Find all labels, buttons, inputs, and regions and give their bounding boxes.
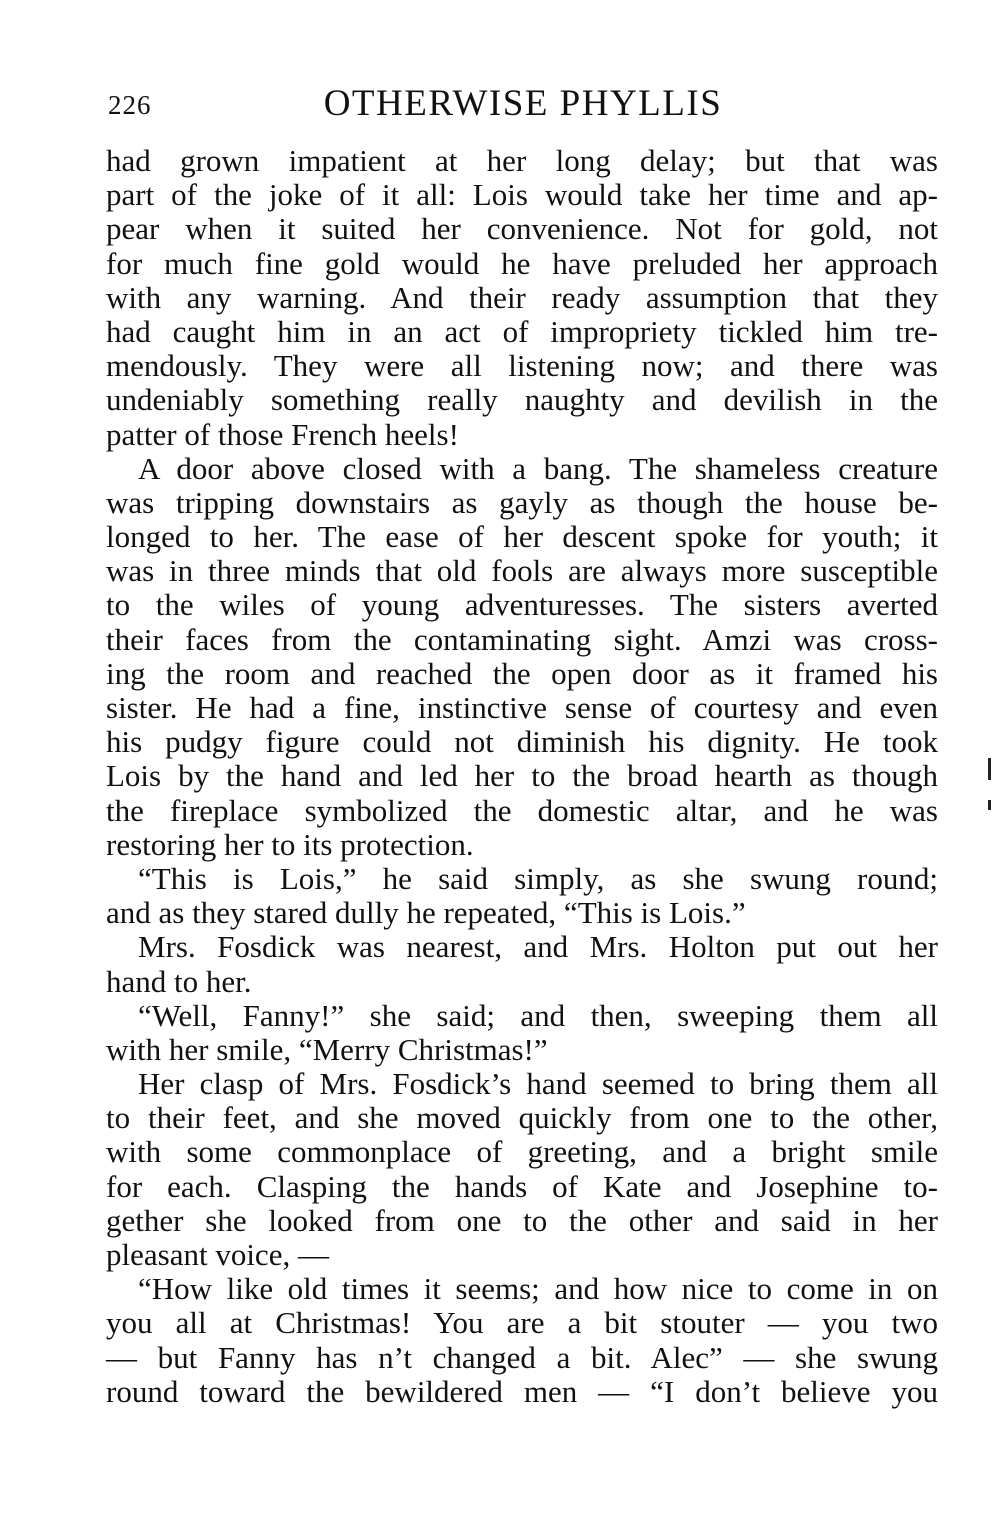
text-line: and as they stared dully he repeated, “This is Lois.” xyxy=(106,895,746,931)
text-line: the fireplace symbolized the domestic altar, and he was xyxy=(106,792,938,828)
text-line: his pudgy figure could not diminish his dignity. He took xyxy=(106,724,938,760)
margin-mark xyxy=(988,758,991,780)
running-title: OTHERWISE PHYLLIS xyxy=(323,83,723,124)
text-line: their faces from the contaminating sight. Amzi was cross- xyxy=(106,621,938,657)
text-line: Mrs. Fosdick was nearest, and Mrs. Holton put out her xyxy=(138,929,938,965)
text-line: Lois by the hand and led her to the broad hearth as though xyxy=(106,758,938,794)
text-line: “How like old times it seems; and how nice to come in on xyxy=(138,1271,938,1307)
text-line: restoring her to its protection. xyxy=(106,826,474,862)
text-line: with any warning. And their ready assumption that they xyxy=(106,279,938,315)
text-line: undeniably something really naughty and devilish in the xyxy=(106,382,938,418)
text-line: ing the room and reached the open door as it framed his xyxy=(106,655,938,691)
body-text xyxy=(106,144,938,1409)
text-line: part of the joke of it all: Lois would take her time and ap- xyxy=(106,177,938,213)
text-line: to the wiles of young adventuresses. The sisters averted xyxy=(106,587,938,623)
text-line: patter of those French heels! xyxy=(106,416,459,452)
text-line: gether she looked from one to the other and said in her xyxy=(106,1202,938,1238)
text-line: with some commonplace of greeting, and a bright smile xyxy=(106,1134,938,1170)
text-line: for each. Clasping the hands of Kate and Josephine to- xyxy=(106,1168,938,1204)
text-line: pleasant voice, — xyxy=(106,1237,329,1272)
text-line: “This is Lois,” he said simply, as she swung round; xyxy=(138,860,938,896)
text-line: with her smile, “Merry Christmas!” xyxy=(106,1031,548,1067)
text-line: was tripping downstairs as gayly as though the house be- xyxy=(106,484,938,520)
text-line: for much fine gold would he have preluded her approach xyxy=(106,245,938,281)
text-line: Her clasp of Mrs. Fosdick’s hand seemed to bring them all xyxy=(138,1066,938,1102)
page-number: 226 xyxy=(108,90,152,120)
text-line: A door above closed with a bang. The shameless creature xyxy=(138,450,938,486)
text-line: longed to her. The ease of her descent spoke for youth; it xyxy=(106,519,938,555)
margin-mark xyxy=(988,800,991,810)
text-line: “Well, Fanny!” she said; and then, sweeping them all xyxy=(138,997,938,1033)
text-line: — but Fanny has n’t changed a bit. Alec” — she swung xyxy=(106,1339,938,1375)
text-line: round toward the bewildered men — “I don’t believe you xyxy=(106,1373,938,1409)
text-line: you all at Christmas! You are a bit stouter — you two xyxy=(106,1305,938,1341)
text-line: was in three minds that old fools are always more susceptible xyxy=(106,553,938,589)
page-header xyxy=(108,82,938,130)
text-line: hand to her. xyxy=(106,963,252,999)
text-line: had caught him in an act of impropriety tickled him tre- xyxy=(106,313,938,349)
text-line: had grown impatient at her long delay; but that was xyxy=(106,143,938,178)
text-line: sister. He had a fine, instinctive sense of courtesy and even xyxy=(106,690,938,725)
text-line: pear when it suited her convenience. Not for gold, not xyxy=(106,211,938,247)
text-line: mendously. They were all listening now; and there was xyxy=(106,348,938,384)
text-line: to their feet, and she moved quickly from one to the other, xyxy=(106,1100,938,1136)
